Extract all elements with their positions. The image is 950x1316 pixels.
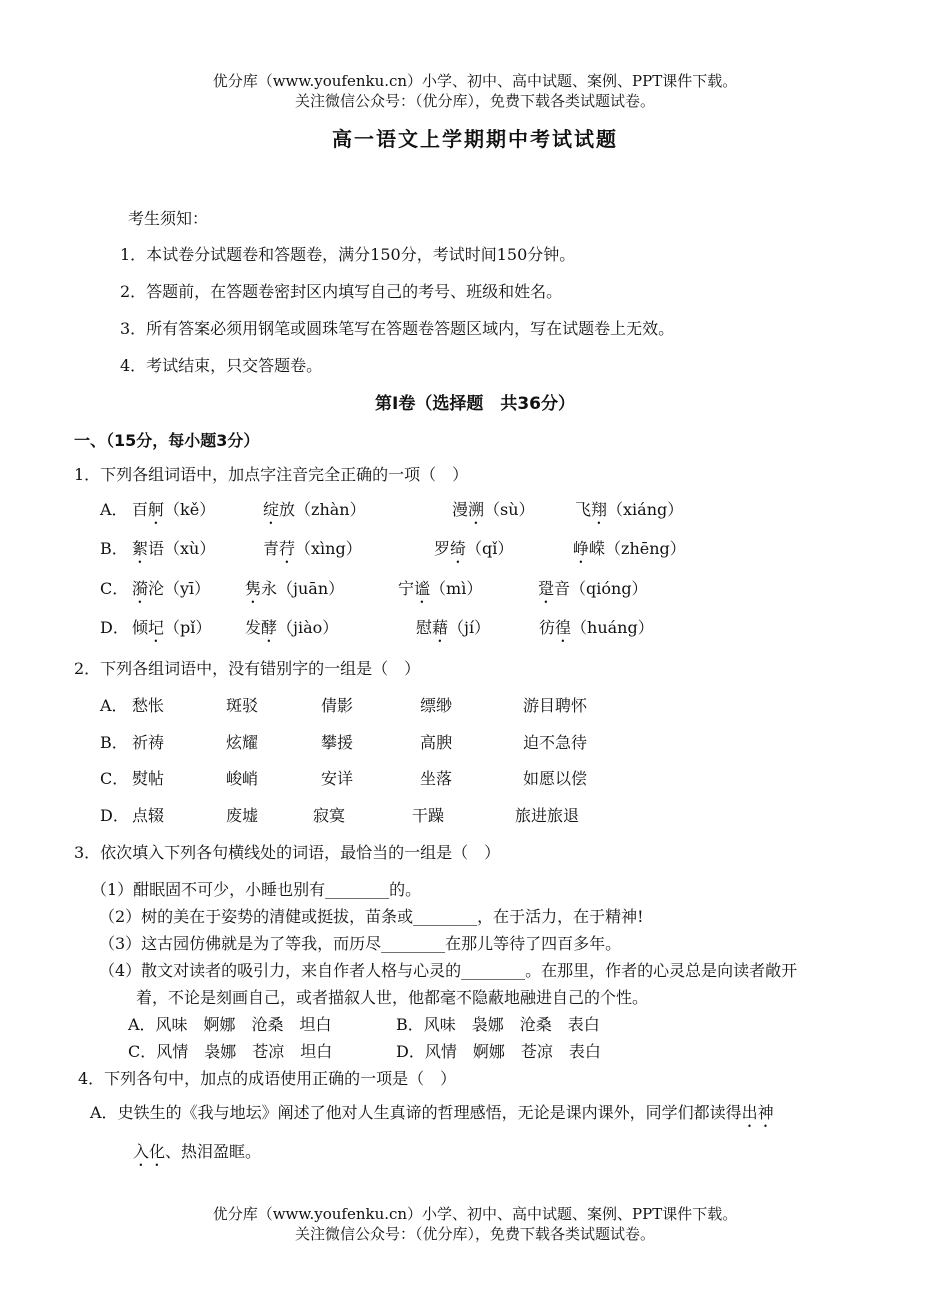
q2-option-d-label: D． xyxy=(100,806,129,825)
q2-a-w1: 愁怅 xyxy=(132,696,165,715)
q1-b-w4: 峥嵘（zhēng） xyxy=(573,539,686,558)
q2-d-w3: 寂寞 xyxy=(313,806,346,825)
header-line-2: 关注微信公众号：（优分库），免费下载各类试题试卷。 xyxy=(294,92,655,110)
q2-d-w5: 旅进旅退 xyxy=(515,806,580,825)
q2-a-w3: 倩影 xyxy=(321,696,354,715)
footer-line-1: 优分库（www.youfenku.cn）小学、初中、高中试题、案例、PPT课件下载。 xyxy=(212,1205,738,1223)
q2-c-w4: 坐落 xyxy=(420,769,453,788)
section-title: 第Ⅰ卷（选择题 共36分） xyxy=(375,394,575,414)
q2-c-w5: 如愿以偿 xyxy=(523,769,588,788)
q3-sentence-3: （3）这古园仿佛就是为了等我，而历尽________在那儿等待了四百多年。 xyxy=(99,934,622,953)
q3-sentence-2: （2）树的美在于姿势的清健或挺拔，苗条或________，在于活力，在于精神! xyxy=(99,907,644,926)
q1-d-w3: 慰藉（jí） xyxy=(416,618,491,637)
q3-sentence-4a: （4）散文对读者的吸引力，来自作者人格与心灵的________。在那里，作者的心灵总是向读者敞开 xyxy=(99,961,798,980)
q1-option-a-label: A． xyxy=(100,500,128,519)
q1-c-w4: 跫音（qióng） xyxy=(538,579,648,598)
q1-option-c-label: C． xyxy=(100,579,129,598)
q1-d-w1: 倾圮（pǐ） xyxy=(132,618,212,637)
header-line-1: 优分库（www.youfenku.cn）小学、初中、高中试题、案例、PPT课件下载。 xyxy=(212,72,738,90)
q1-option-d-label: D． xyxy=(100,618,129,637)
q2-d-w1: 点辍 xyxy=(132,806,165,825)
q4-option-a-line2: 入化、热泪盈眶。 xyxy=(133,1142,262,1161)
q3-option-a: A．风味 婀娜 沧桑 坦白 xyxy=(128,1015,332,1034)
q2-b-w3: 攀援 xyxy=(321,733,354,752)
q2-b-w1: 祈祷 xyxy=(132,733,165,752)
q1-d-w4: 彷徨（huáng） xyxy=(539,618,654,637)
q3-option-c: C．风情 袅娜 苍凉 坦白 xyxy=(128,1042,333,1061)
notice-item-2: 2．答题前，在答题卷密封区内填写自己的考号、班级和姓名。 xyxy=(120,282,563,301)
q1-c-w2: 隽永（juān） xyxy=(245,579,345,598)
q1-b-w3: 罗绮（qǐ） xyxy=(434,539,514,558)
q4-stem: 4．下列各句中，加点的成语使用正确的一项是（ ） xyxy=(78,1069,457,1088)
notice-item-4: 4．考试结束，只交答题卷。 xyxy=(120,356,323,375)
q1-b-w2: 青荇（xìng） xyxy=(263,539,362,558)
q2-d-w2: 废墟 xyxy=(226,806,259,825)
q2-b-w5: 迫不急待 xyxy=(523,733,588,752)
q2-option-a-label: A． xyxy=(100,696,128,715)
q2-c-w2: 峻峭 xyxy=(226,769,259,788)
q1-c-w3: 宁谧（mì） xyxy=(398,579,483,598)
q1-a-w3: 漫溯（sù） xyxy=(452,500,535,519)
q1-option-b-label: B． xyxy=(100,539,128,558)
q1-a-w2: 绽放（zhàn） xyxy=(263,500,366,519)
part-one-heading: 一、（15分，每小题3分） xyxy=(74,431,260,450)
q2-stem: 2．下列各组词语中，没有错别字的一组是（ ） xyxy=(74,659,421,678)
q2-option-c-label: C． xyxy=(100,769,129,788)
q3-option-d: D．风情 婀娜 苍凉 表白 xyxy=(396,1042,601,1061)
q3-stem: 3．依次填入下列各句横线处的词语，最恰当的一组是（ ） xyxy=(74,843,501,862)
q2-a-w5: 游目聘怀 xyxy=(523,696,588,715)
q1-c-w1: 漪沦（yī） xyxy=(132,579,211,598)
q4-option-a-line1: A．史铁生的《我与地坛》阐述了他对人生真谛的哲理感悟，无论是课内课外，同学们都读得出神 xyxy=(90,1103,774,1122)
q1-d-w2: 发酵（jiào） xyxy=(245,618,339,637)
q2-c-w1: 熨帖 xyxy=(132,769,165,788)
q1-a-w1: 百舸（kě） xyxy=(132,500,216,519)
q1-stem: 1．下列各组词语中，加点字注音完全正确的一项（ ） xyxy=(74,465,469,484)
q2-a-w2: 斑驳 xyxy=(226,696,259,715)
page-title: 高一语文上学期期中考试试题 xyxy=(332,127,618,151)
notice-heading: 考生须知： xyxy=(128,209,209,228)
notice-item-3: 3．所有答案必须用钢笔或圆珠笔写在答题卷答题区域内，写在试题卷上无效。 xyxy=(120,319,675,338)
q2-option-b-label: B． xyxy=(100,733,128,752)
q3-option-b: B．风味 袅娜 沧桑 表白 xyxy=(396,1015,600,1034)
q1-b-w1: 絮语（xù） xyxy=(132,539,216,558)
q2-b-w4: 高腴 xyxy=(420,733,453,752)
notice-item-1: 1．本试卷分试题卷和答题卷，满分150分，考试时间150分钟。 xyxy=(120,245,576,264)
q2-c-w3: 安详 xyxy=(321,769,354,788)
q2-b-w2: 炫耀 xyxy=(226,733,259,752)
q3-sentence-4b: 着，不论是刻画自己，或者描叙人世，他都毫不隐蔽地融进自己的个性。 xyxy=(136,988,649,1007)
q2-d-w4: 干躁 xyxy=(412,806,445,825)
q1-a-w4: 飞翔（xiáng） xyxy=(575,500,684,519)
q3-sentence-1: （1）酣眠固不可少，小睡也别有________的。 xyxy=(91,880,422,899)
q2-a-w4: 缥缈 xyxy=(420,696,453,715)
footer-line-2: 关注微信公众号：（优分库），免费下载各类试题试卷。 xyxy=(294,1225,655,1243)
